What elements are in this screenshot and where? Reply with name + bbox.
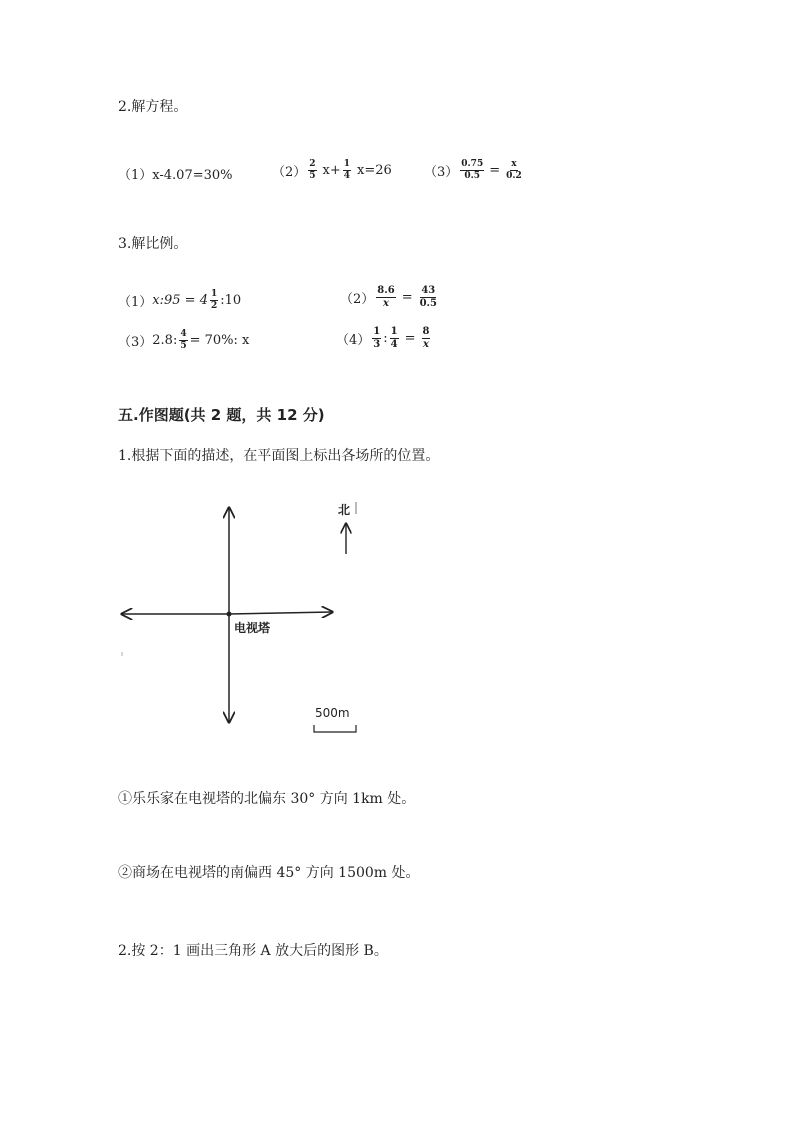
q2-eq3-fraction-2 (505, 160, 523, 181)
q3-p1-f-num: 1 (210, 289, 218, 299)
q3-p4-f2-den: 4 (390, 339, 398, 350)
q2-eq3-label: （3） (424, 165, 459, 180)
q2-equation-2 (272, 160, 392, 181)
q3-proportion-2 (340, 286, 440, 309)
q3-p3-label: （3） (118, 335, 153, 350)
q3-p4-f3-num: 8 (422, 326, 430, 337)
q2-eq2-fraction-1 (308, 160, 316, 181)
q3-p2-f2-num: 43 (421, 285, 436, 296)
map-diagram (110, 490, 380, 750)
q2-equation-1 (118, 164, 233, 183)
section-heading: 五.作图题(共 2 题，共 12 分) (118, 406, 325, 424)
q3-p4-fraction-3 (422, 327, 431, 350)
q5-2-title: 2.按 2：1 画出三角形 A 放大后的图形 B。 (118, 943, 388, 959)
q3-p4-equals: = (404, 331, 416, 346)
q3-p1-tail: :10 (220, 293, 242, 308)
q2-eq2-fraction-2 (343, 160, 351, 181)
q2-eq2-f1-den: 5 (309, 171, 316, 181)
q2-eq2-mid: x+ (322, 163, 341, 178)
q2-eq2-f1-num: 2 (309, 159, 316, 169)
q3-p3-fraction (179, 330, 187, 351)
north-label: 北 (338, 503, 351, 517)
q3-proportion-4 (336, 327, 432, 350)
q2-eq3-f2-den: 0.2 (506, 171, 522, 181)
q2-eq3-fraction-1 (460, 160, 484, 181)
q2-eq3-equals: = (489, 163, 501, 178)
q3-p4-f2-num: 1 (390, 326, 398, 337)
q3-p3-head: 2.8: (152, 333, 178, 348)
q3-p2-label: （2） (340, 292, 375, 307)
q5-1-item-1: ①乐乐家在电视塔的北偏东 30° 方向 1km 处。 (118, 791, 416, 807)
q3-p4-f1-num: 1 (373, 326, 381, 337)
q3-p3-tail: = 70%: x (189, 333, 250, 348)
q2-title: 2.解方程。 (118, 99, 188, 115)
q3-p3-f-num: 4 (180, 329, 187, 339)
q3-p4-f3-den: x (423, 339, 429, 350)
q3-p2-f1-num: 8.6 (377, 285, 395, 296)
q2-eq2-f2-den: 4 (343, 171, 351, 181)
q2-eq2-label: （2） (272, 165, 307, 180)
q3-p2-f2-den: 0.5 (419, 298, 437, 309)
q3-p2-fraction-1 (376, 286, 395, 309)
q3-p1-fraction (210, 290, 218, 311)
q3-proportion-3 (118, 330, 249, 351)
q2-eq3-f2-num: x (511, 159, 517, 169)
q2-eq1-label: （1） (118, 168, 153, 183)
q3-p1-label: （1） (118, 295, 153, 310)
q2-eq3-f1-den: 0.5 (464, 171, 481, 181)
q3-p3-f-den: 5 (180, 341, 187, 351)
q2-eq1-text: x-4.07=30% (152, 168, 233, 183)
scale-label: 500m (315, 706, 350, 720)
q3-p4-fraction-1 (372, 327, 381, 350)
q3-p2-equals: = (401, 290, 413, 305)
q3-p2-f1-den: x (383, 298, 389, 309)
q5-1-item-2: ②商场在电视塔的南偏西 45° 方向 1500m 处。 (118, 865, 420, 881)
q3-p1-head: x:95 = 4 (152, 293, 208, 308)
q2-eq2-f2-num: 1 (343, 159, 351, 169)
q2-equation-3 (424, 160, 525, 181)
q3-title: 3.解比例。 (118, 236, 188, 252)
q3-p1-f-den: 2 (210, 301, 218, 311)
q5-1-title: 1.根据下面的描述，在平面图上标出各场所的位置。 (118, 448, 440, 464)
tower-label: 电视塔 (234, 621, 271, 635)
q3-p2-fraction-2 (419, 286, 438, 309)
q3-p4-colon: : (383, 331, 388, 346)
q2-eq2-tail: x=26 (357, 163, 392, 178)
tower-point (227, 612, 232, 617)
q2-eq3-f1-num: 0.75 (461, 159, 484, 169)
scale-bar (314, 725, 356, 732)
axis-east-arrow (229, 612, 332, 614)
q3-p4-f1-den: 3 (373, 339, 381, 350)
q3-p4-label: （4） (336, 333, 371, 348)
q3-p4-fraction-2 (390, 327, 399, 350)
q3-proportion-1 (118, 290, 241, 311)
